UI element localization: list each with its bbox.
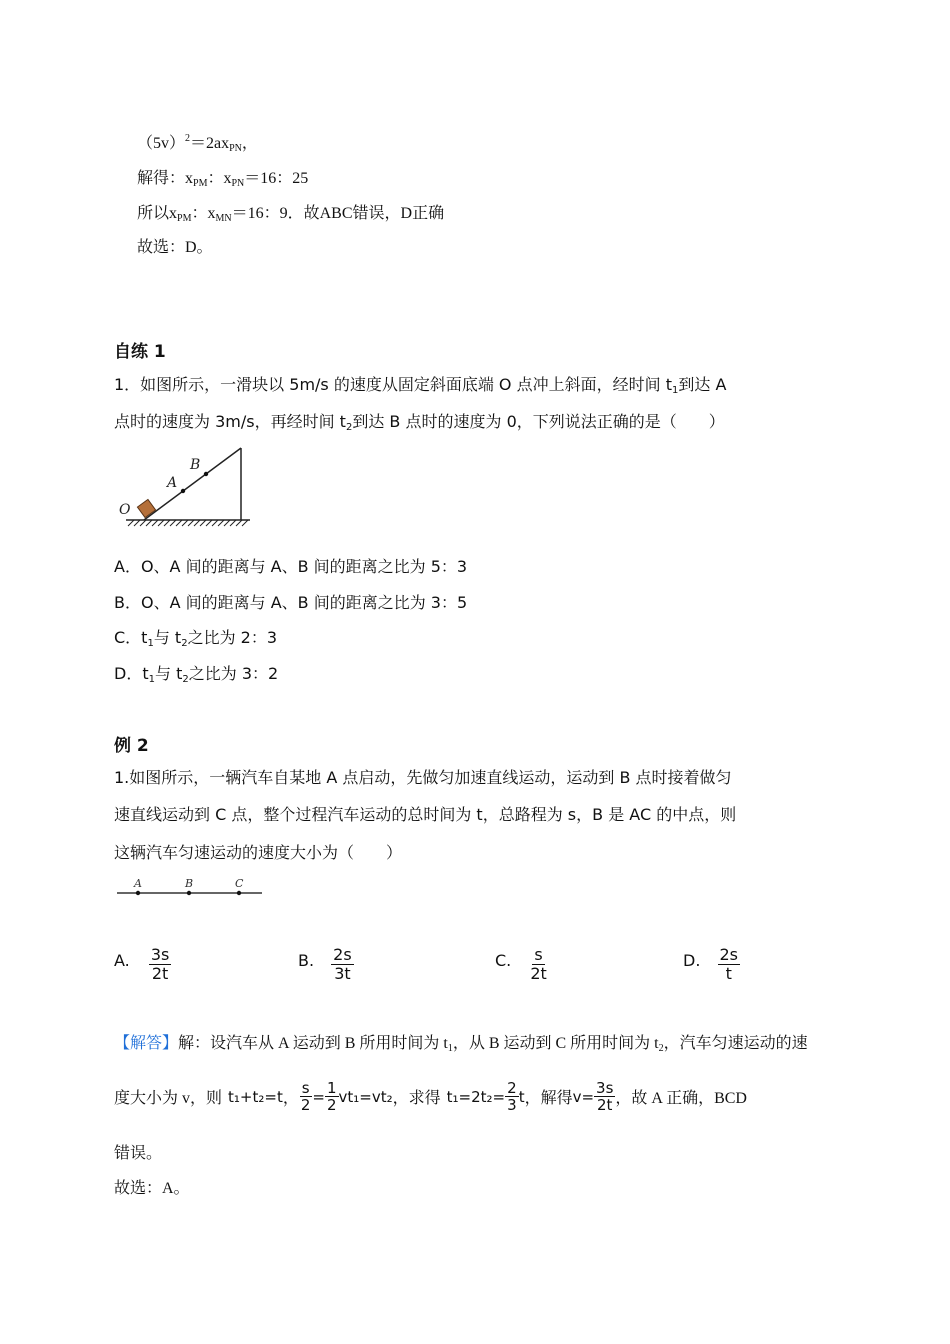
road-point-c (237, 891, 241, 895)
section2-option-c[interactable]: C. $\frac{s}{2t}$ (495, 945, 547, 983)
section2-option-a[interactable]: A. $\frac{3s}{2t}$ (114, 945, 170, 983)
slider-block (137, 499, 155, 517)
section1-option-a[interactable]: A．O、A 间的距离与 A、B 间的距离之比为 5：3 (114, 557, 468, 576)
label-b: B (190, 457, 201, 473)
section2-title: 例 2 (114, 736, 149, 756)
prev-solution-line-2: 解得：$x_{PM}$：$x_{PN}=16$：25 (137, 170, 309, 189)
answer-tag: 【解答】 (114, 1035, 179, 1052)
section2-option-b[interactable]: B. $\frac{2s}{3t}$ (298, 945, 352, 983)
section1-title: 自练 1 (114, 342, 166, 362)
section1-option-c[interactable]: C．$t_1$与 $t_2$之比为 2：3 (114, 628, 278, 649)
section1-option-d[interactable]: D．$t_1$与 $t_2$之比为 3：2 (114, 664, 279, 685)
road-label-a: A (134, 877, 142, 890)
road-figure (114, 873, 266, 899)
answer-line-2: 度大小为 v，则 t₁+t₂=t ， $\frac{s}{2}$ = $\frac{1}{2}$ vt₁=vt₂ ，求得 t₁=2t₂= $\frac{2}{3}$ t ，解得 v= $\frac{3s}{2t}$ ，故 A 正确，BCD (114, 1079, 747, 1114)
road-point-a (136, 891, 140, 895)
road-label-c: C (235, 877, 244, 890)
answer-line-4: 故选：A。 (114, 1180, 190, 1197)
incline-figure (114, 444, 254, 530)
section1-option-b[interactable]: B．O、A 间的距离与 A、B 间的距离之比为 3：5 (114, 593, 468, 612)
section2-option-d[interactable]: D. $\frac{2s}{t}$ (683, 945, 739, 983)
label-a: A (167, 475, 178, 491)
answer-line-3: 错误。 (114, 1145, 163, 1162)
section1-question-line-1: 1．如图所示，一滑块以 5m/s 的速度从固定斜面底端 O 点冲上斜面，经时间 $t_1$到达 A (114, 375, 727, 396)
section2-question-line-3: 这辆汽车匀速运动的速度大小为（ ） (114, 843, 403, 862)
answer-line-1: 【解答】解：设汽车从 A 运动到 B 所用时间为 $t_1$，从 B 运动到 C 所用时间为 $t_2$，汽车匀速运动的速 (114, 1035, 808, 1054)
ground-hatching (128, 520, 248, 526)
section2-question-line-2: 速直线运动到 C 点，整个过程汽车运动的总时间为 t，总路程为 s，B 是 AC 的中点，则 (114, 805, 737, 824)
point-a (181, 489, 185, 493)
prev-solution-line-3: 所以$x_{PM}$：$x_{MN}=16$：9．故ABC错误，D正确 (137, 205, 445, 224)
road-point-b (187, 891, 191, 895)
section1-question-line-2: 点时的速度为 3m/s，再经时间 $t_2$到达 B 点时的速度为 0，下列说法正确的是（ ） (114, 412, 725, 433)
road-label-b: B (185, 877, 194, 890)
label-o: O (119, 502, 131, 518)
section2-question-line-1: 1.如图所示，一辆汽车自某地 A 点启动，先做匀加速直线运动，运动到 B 点时接着做匀 (114, 768, 732, 787)
prev-solution-line-1: $(5v)^2=2ax_{PN}$， (137, 133, 258, 154)
prev-solution-line-4: 故选：D。 (137, 239, 213, 256)
point-b (204, 472, 208, 476)
